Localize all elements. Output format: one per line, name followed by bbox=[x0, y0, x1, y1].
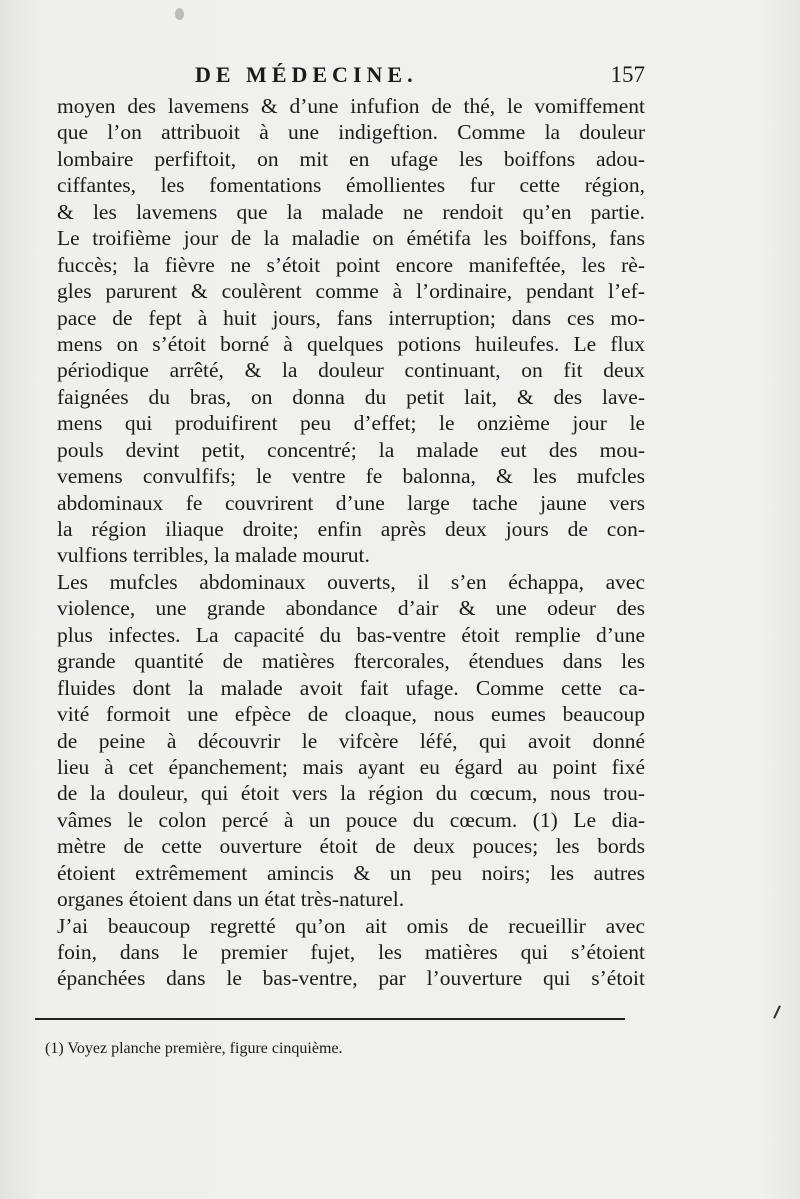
text-line: que l’on attribuoit à une indigeftion. Comme la douleur bbox=[57, 120, 645, 145]
footnote: (1) Voyez planche première, figure cinquième. bbox=[45, 1040, 343, 1057]
paragraph bbox=[57, 569, 645, 913]
text-line: fuccès; la fièvre ne s’étoit point encore manifeftée, les rè- bbox=[57, 252, 645, 277]
text-line: lombaire perfiftoit, on mit en ufage les boiffons adou- bbox=[57, 146, 645, 171]
text-line: mens qui produifirent peu d’effet; le onzième jour le bbox=[57, 411, 645, 436]
text-line: abdominaux fe couvrirent d’une large tache jaune vers bbox=[57, 490, 645, 515]
text-line: de la douleur, qui étoit vers la région du cœcum, nous trou- bbox=[57, 781, 645, 806]
text-line: organes étoient dans un état très-naturel. bbox=[57, 887, 405, 912]
text-line: grande quantité de matières ftercorales, étendues dans les bbox=[57, 649, 645, 674]
text-line: de peine à découvrir le vifcère léfé, qui avoit donné bbox=[57, 728, 645, 753]
running-title: DE MÉDECINE. bbox=[195, 62, 418, 87]
text-line: fluides dont la malade avoit fait ufage. Comme cette ca- bbox=[57, 675, 645, 700]
text-line: mètre de cette ouverture étoit de deux pouces; les bords bbox=[57, 834, 645, 859]
text-line: pouls devint petit, concentré; la malade eut des mou- bbox=[57, 437, 645, 462]
text-line: la région iliaque droite; enfin après deux jours de con- bbox=[57, 517, 645, 541]
text-line: & les lavemens que la malade ne rendoit qu’en partie. bbox=[57, 199, 645, 224]
text-line: foin, dans le premier fujet, les matières qui s’étoient bbox=[57, 940, 645, 964]
text-line: pace de fept à huit jours, fans interruption; dans ces mo- bbox=[57, 305, 645, 330]
text-line: plus infectes. La capacité du bas-ventre étoit remplie d’une bbox=[57, 622, 645, 647]
text-line: épanchées dans le bas-ventre, par l’ouverture qui s’étoit bbox=[57, 966, 645, 991]
page-header bbox=[195, 62, 645, 92]
page-number: 157 bbox=[610, 62, 645, 87]
text-line: étoient extrêmement amincis & un peu noirs; les autres bbox=[57, 860, 645, 885]
text-line: vâmes le colon percé à un pouce du cœcum. (1) Le dia- bbox=[57, 807, 645, 832]
text-line: lieu à cet épanchement; mais ayant eu égard au point fixé bbox=[57, 754, 645, 779]
text-line: Les mufcles abdominaux ouverts, il s’en échappa, avec bbox=[57, 569, 645, 594]
text-line: moyen des lavemens & d’une infufion de thé, le vomiffement bbox=[57, 94, 645, 118]
body-text bbox=[57, 93, 645, 992]
text-line: gles parurent & coulèrent comme à l’ordinaire, pendant l’ef- bbox=[57, 279, 645, 304]
ink-spot bbox=[175, 8, 184, 20]
text-line: J’ai beaucoup regretté qu’on ait omis de recueillir avec bbox=[57, 913, 645, 938]
text-line: périodique arrêté, & la douleur continuant, on fit deux bbox=[57, 358, 645, 383]
paragraph bbox=[57, 913, 645, 992]
text-line: faignées du bras, on donna du petit lait, & des lave- bbox=[57, 384, 645, 409]
text-line: vulfions terribles, la malade mourut. bbox=[57, 543, 370, 568]
text-line: violence, une grande abondance d’air & une odeur des bbox=[57, 596, 645, 621]
text-line: mens on s’étoit borné à quelques potions huileufes. Le flux bbox=[57, 331, 645, 356]
text-line: Le troifième jour de la maladie on émétifa les boiffons, fans bbox=[57, 226, 645, 251]
text-line: vemens convulfifs; le ventre fe balonna, & les mufcles bbox=[57, 464, 645, 489]
text-line: vité formoit une efpèce de cloaque, nous eumes beaucoup bbox=[57, 702, 645, 727]
paragraph bbox=[57, 93, 645, 569]
footnote-rule bbox=[35, 1018, 625, 1020]
text-line: ciffantes, les fomentations émollientes fur cette région, bbox=[57, 173, 645, 198]
margin-mark bbox=[773, 1005, 781, 1019]
